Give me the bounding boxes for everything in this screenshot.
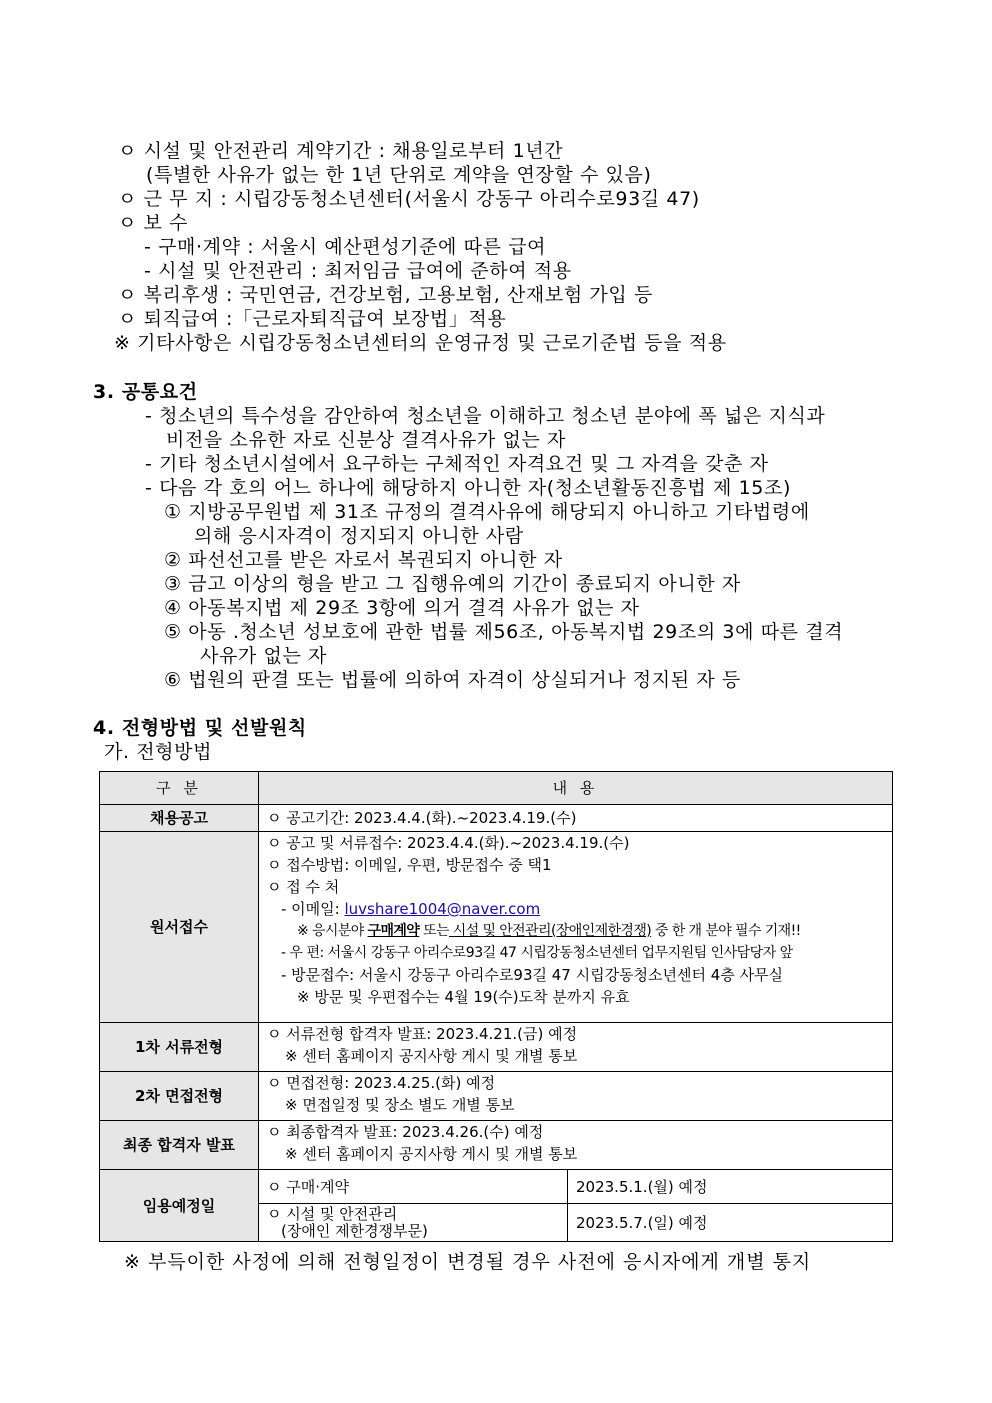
application-post: - 우 편: 서울시 강동구 아리수로93길 47 시립강동청소년센터 업무지원팀 인사담당자 앞: [281, 945, 793, 961]
table-row: [100, 1023, 893, 1072]
interview-note: ※ 면접일정 및 장소 별도 개별 통보: [285, 1096, 515, 1114]
appointment-purchase-date: [568, 1170, 893, 1204]
application-visit: - 방문접수: 서울시 강동구 아리수로93길 47 시립강동청소년센터 4층 사무실: [281, 966, 784, 984]
note-facility: 시설 및 안전관리(장애인제한경쟁): [448, 923, 652, 939]
contract-period-item: ㅇ 시설 및 안전관리 계약기간 : 채용일로부터 1년간: [118, 140, 564, 162]
row-content-document-screening: [259, 1023, 893, 1072]
application-field-note: [267, 920, 884, 942]
table-row: [100, 1121, 893, 1170]
selection-schedule-table: [99, 771, 893, 1242]
email-label: - 이메일:: [281, 900, 345, 918]
appointment-facility-sublabel: (장애인 제한경쟁부문): [281, 1221, 428, 1240]
salary-item: ㅇ 보 수: [118, 212, 189, 234]
application-email-line: [267, 898, 884, 920]
retirement-item: ㅇ 퇴직급여 :「근로자퇴직급여 보장법」적용: [118, 308, 507, 330]
disq-item-5: ⑤ 아동 .청소년 성보호에 관한 법률 제56조, 아동복지법 29조의 3에 따른 결격: [164, 621, 844, 643]
section3-title: 3. 공통요건: [93, 381, 198, 403]
section4-title: 4. 전형방법 및 선발원칙: [93, 717, 307, 739]
req-line-3: - 다음 각 호의 어느 하나에 해당하지 아니한 자(청소년활동진흥법 제 15조): [145, 477, 791, 499]
req-line-1: - 청소년의 특수성을 감안하여 청소년을 이해하고 청소년 분야에 폭 넓은 지식과: [145, 405, 826, 427]
disq-item-3: ③ 금고 이상의 형을 받고 그 집행유예의 기간이 종료되지 아니한 자: [164, 573, 741, 595]
announcement-period: ㅇ 공고기간: 2023.4.4.(화).~2023.4.19.(수): [267, 809, 577, 827]
interview-date: ㅇ 면접전형: 2023.4.25.(화) 예정: [267, 1074, 496, 1092]
document-result-date: ㅇ 서류전형 합격자 발표: 2023.4.21.(금) 예정: [267, 1025, 578, 1043]
appointment-purchase-date-text: 2023.5.1.(월) 예정: [576, 1177, 708, 1196]
appointment-facility-date-text: 2023.5.7.(일) 예정: [576, 1213, 708, 1232]
appointment-facility-label: ㅇ 시설 및 안전관리: [267, 1204, 398, 1223]
req-line-1-cont: 비전을 소유한 자로 신분상 결격사유가 없는 자: [166, 429, 566, 451]
table-row: [100, 832, 893, 1023]
application-period: ㅇ 공고 및 서류접수: 2023.4.4.(화).~2023.4.19.(수): [267, 834, 630, 852]
disq-item-1-cont: 의해 응시자격이 정지되지 아니한 사람: [194, 525, 524, 547]
row-content-application: [259, 832, 893, 1023]
note-or: 또는: [419, 923, 449, 939]
appointment-purchase-label: ㅇ 구매·계약: [267, 1177, 349, 1196]
disq-item-4: ④ 아동복지법 제 29조 3항에 의거 결격 사유가 없는 자: [164, 597, 640, 619]
workplace-item: ㅇ 근 무 지 : 시립강동청소년센터(서울시 강동구 아리수로93길 47): [118, 188, 700, 210]
document-result-note: ※ 센터 홈페이지 공지사항 게시 및 개별 통보: [285, 1047, 578, 1065]
email-link[interactable]: luvshare1004@naver.com: [344, 900, 541, 918]
application-place: ㅇ 접 수 처: [267, 878, 340, 896]
req-line-2: - 기타 청소년시설에서 요구하는 구체적인 자격요건 및 그 자격을 갖춘 자: [145, 453, 769, 475]
disq-item-6: ⑥ 법원의 판결 또는 법률에 의하여 자격이 상실되거나 정지된 자 등: [164, 669, 741, 691]
row-label-announcement: 채용공고: [100, 805, 259, 832]
disq-item-1: ① 지방공무원법 제 31조 규정의 결격사유에 해당되지 아니하고 기타법령에: [164, 501, 810, 523]
disq-item-5-cont: 사유가 없는 자: [200, 645, 328, 667]
disq-item-2: ② 파선선고를 받은 자로서 복권되지 아니한 자: [164, 549, 563, 571]
table-row: [100, 1170, 893, 1204]
row-label-document-screening: 1차 서류전형: [100, 1023, 259, 1072]
other-note: ※ 기타사항은 시립강동청소년센터의 운영규정 및 근로기준법 등을 적용: [114, 332, 727, 354]
contract-period-note: (특별한 사유가 없는 한 1년 단위로 계약을 연장할 수 있음): [146, 164, 652, 186]
row-label-application: 원서접수: [100, 832, 259, 1023]
table-header-row: [100, 772, 893, 805]
application-visit-note: ※ 방문 및 우편접수는 4월 19(수)도착 분까지 유효: [297, 988, 630, 1006]
row-label-appointment: 임용예정일: [100, 1170, 259, 1242]
section4-subtitle: 가. 전형방법: [104, 741, 213, 763]
row-content-interview: [259, 1072, 893, 1121]
header-content: 내 용: [259, 772, 893, 805]
salary-purchase: - 구매·계약 : 서울시 예산편성기준에 따른 급여: [144, 236, 547, 258]
final-result-note: ※ 센터 홈페이지 공지사항 게시 및 개별 통보: [285, 1145, 578, 1163]
appointment-facility-date: [568, 1204, 893, 1242]
appointment-facility-desc: [259, 1204, 568, 1242]
salary-facility: - 시설 및 안전관리 : 최저임금 급여에 준하여 적용: [144, 260, 572, 282]
application-method: ㅇ 접수방법: 이메일, 우편, 방문접수 중 택1: [267, 856, 552, 874]
note-purchase: 구매계약: [367, 923, 420, 939]
note-prefix: ※ 응시분야: [297, 923, 368, 939]
note-suffix: 중 한 개 분야 필수 기재!!: [651, 923, 801, 939]
row-label-final-result: 최종 합격자 발표: [100, 1121, 259, 1170]
table-row: [100, 805, 893, 832]
row-label-interview: 2차 면접전형: [100, 1072, 259, 1121]
row-content-final-result: [259, 1121, 893, 1170]
header-category: 구 분: [100, 772, 259, 805]
appointment-purchase-desc: [259, 1170, 568, 1204]
row-content-announcement: [259, 805, 893, 832]
welfare-item: ㅇ 복리후생 : 국민연금, 건강보험, 고용보험, 산재보험 가입 등: [118, 284, 653, 306]
final-result-date: ㅇ 최종합격자 발표: 2023.4.26.(수) 예정: [267, 1123, 544, 1141]
schedule-change-note: ※ 부득이한 사정에 의해 전형일정이 변경될 경우 사전에 응시자에게 개별 통지: [124, 1251, 812, 1273]
table-row: [100, 1072, 893, 1121]
